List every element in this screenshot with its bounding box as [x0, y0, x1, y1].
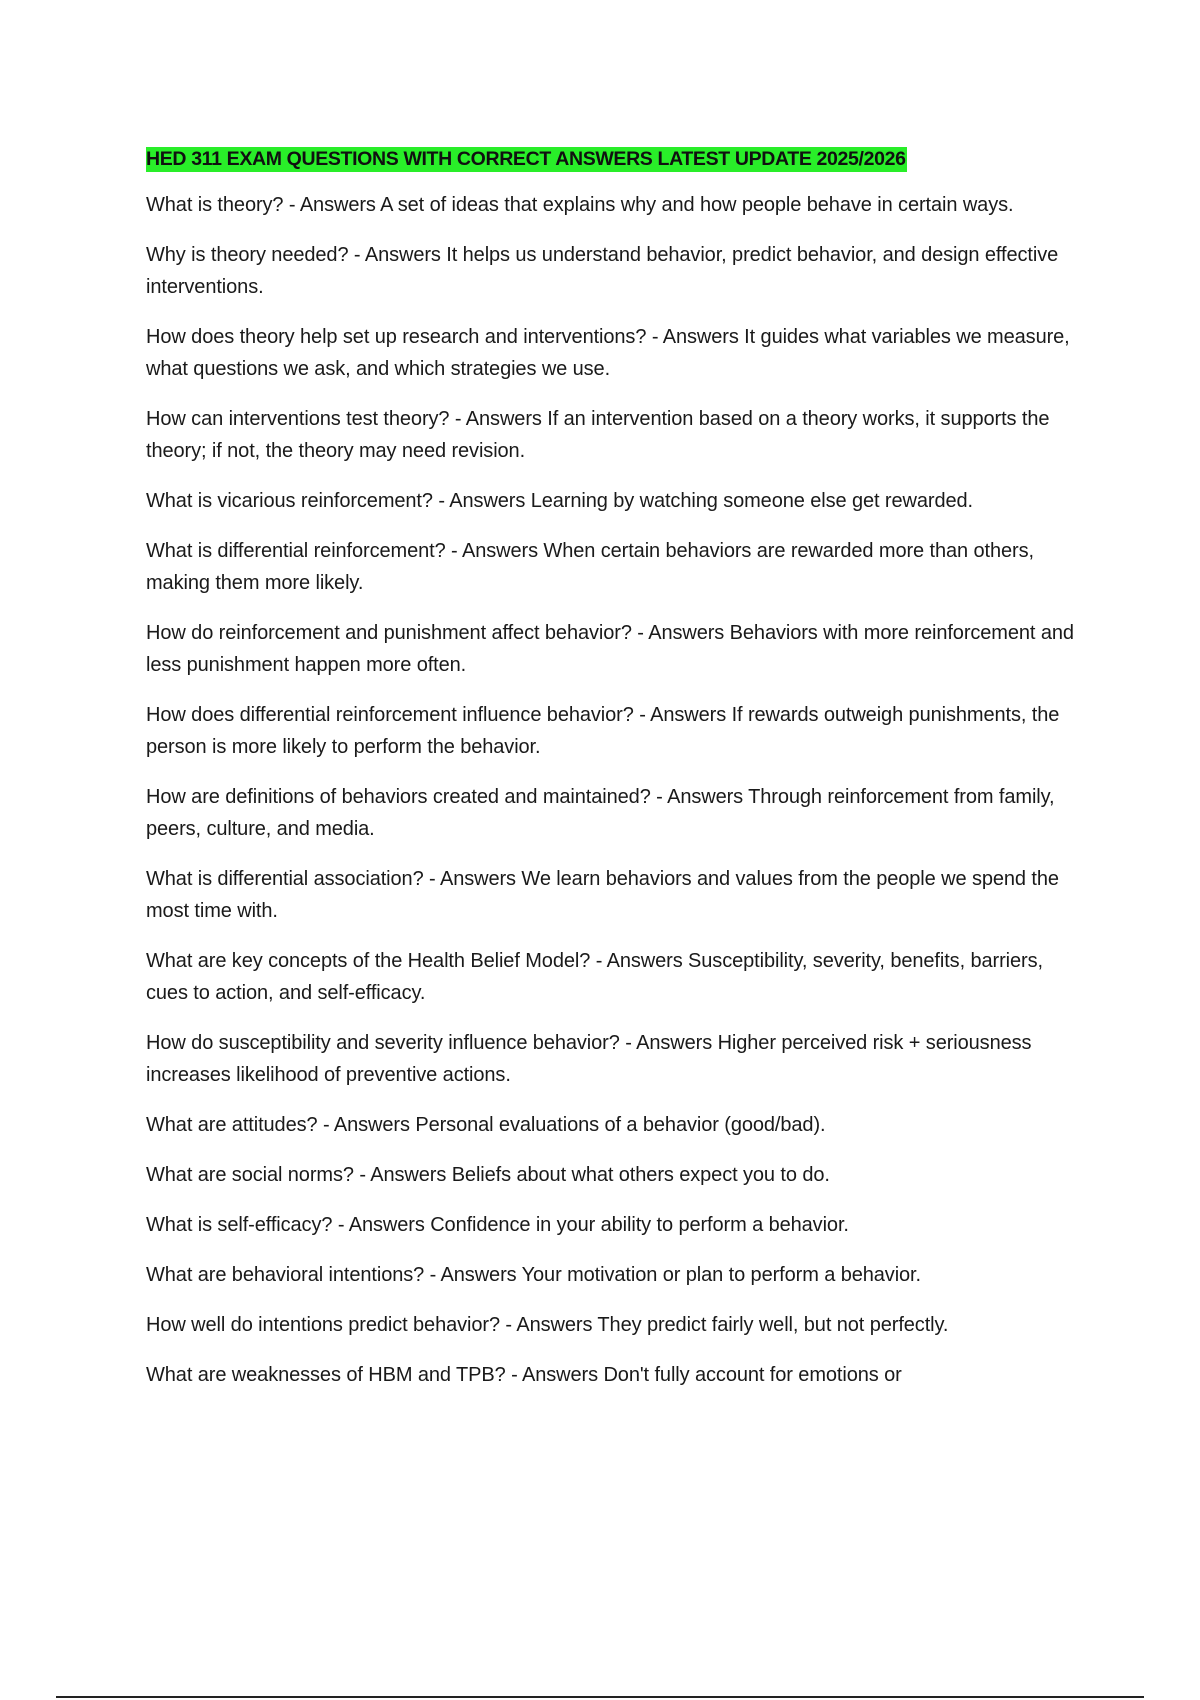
- qa-item: What is differential reinforcement? - Answers When certain behaviors are rewarded more than others, making them more likely.: [146, 540, 1034, 594]
- qa-item: How do reinforcement and punishment affect behavior? - Answers Behaviors with more reinforcement and less punishment happen more often.: [146, 622, 1074, 676]
- document-title: HED 311 EXAM QUESTIONS WITH CORRECT ANSWERS LATEST UPDATE 2025/2026: [146, 148, 906, 170]
- qa-item: What is theory? - Answers A set of ideas that explains why and how people behave in certain ways.: [146, 194, 1014, 216]
- page-bottom-rule: [56, 1696, 1144, 1698]
- qa-item: How does differential reinforcement influence behavior? - Answers If rewards outweigh punishments, the person is more likely to perform the behavior.: [146, 704, 1060, 758]
- qa-item: How well do intentions predict behavior? - Answers They predict fairly well, but not perfectly.: [146, 1314, 949, 1336]
- qa-item: How do susceptibility and severity influence behavior? - Answers Higher perceived risk + seriousness increases likelihood of preventive actions.: [146, 1032, 1032, 1086]
- qa-item: What are weaknesses of HBM and TPB? - Answers Don't fully account for emotions or: [146, 1364, 902, 1386]
- qa-item: How does theory help set up research and interventions? - Answers It guides what variables we measure, what questions we ask, and which strategies we use.: [146, 326, 1070, 380]
- qa-item: Why is theory needed? - Answers It helps us understand behavior, predict behavior, and design effective interventions.: [146, 244, 1059, 298]
- qa-item: How can interventions test theory? - Answers If an intervention based on a theory works, it supports the theory; if not, the theory may need revision.: [146, 408, 1050, 462]
- qa-item: What are social norms? - Answers Beliefs about what others expect you to do.: [146, 1164, 830, 1186]
- title-block: [146, 144, 1086, 176]
- document-page: [146, 144, 1086, 1409]
- qa-item: What are attitudes? - Answers Personal evaluations of a behavior (good/bad).: [146, 1114, 826, 1136]
- qa-item: What are key concepts of the Health Belief Model? - Answers Susceptibility, severity, benefits, barriers, cues to action, and self-efficacy.: [146, 950, 1043, 1004]
- qa-item: What is self-efficacy? - Answers Confidence in your ability to perform a behavior.: [146, 1214, 849, 1236]
- qa-item: What are behavioral intentions? - Answers Your motivation or plan to perform a behavior.: [146, 1264, 921, 1286]
- qa-item: What is differential association? - Answers We learn behaviors and values from the people we spend the most time with.: [146, 868, 1059, 922]
- qa-item: How are definitions of behaviors created and maintained? - Answers Through reinforcement from family, peers, culture, and media.: [146, 786, 1055, 840]
- qa-item: What is vicarious reinforcement? - Answers Learning by watching someone else get rewarded.: [146, 490, 973, 512]
